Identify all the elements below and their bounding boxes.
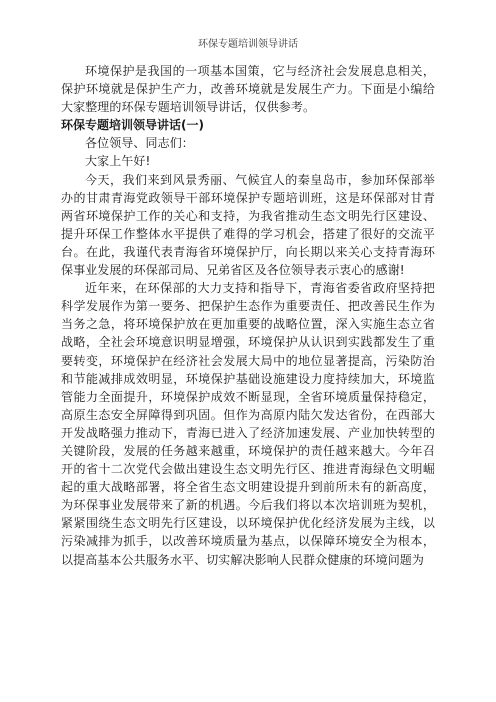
intro-paragraph: 环境保护是我国的一项基本国策，它与经济社会发展息息相关，保护环境就是保护生产力，改善环境就是发展生产力。下面是小编给大家整理的环保专题培训领导讲话，仅供参考。 [61,64,435,115]
body-paragraph-1: 今天，我们来到风景秀丽、气候宜人的秦皇岛市，参加环保部举办的甘肃青海党政领导干部环境保护专题培训班，这是环保部对甘青两省环境保护工作的关心和支持，为我省推动生态文明先行区建设、提升环保工作整体水平提供了难得的学习机会，搭建了很好的交流平台。在此，我谨代表青海省环境保护厅，向长期以来关心支持青海环保事业发展的环保部司局、兄弟省区及各位领导表示衷心的感谢! [61,172,435,278]
section-title: 环保专题培训领导讲话(一) [61,118,204,133]
greeting: 大家上午好! [85,154,151,169]
body-paragraph-2: 近年来，在环保部的大力支持和指导下，青海省委省政府坚持把科学发展作为第一要务、把保护生态作为重要责任、把改善民生作为当务之急，将环境保护放在更加重要的战略位置，深入实施生态立省战略，全社会环境意识明显增强，环境保护从认识到实践都发生了重要转变，环境保护在经济社会发展大局中的地位显著提高，污染防治和节能减排成效明显，环境保护基础设施建设力度持续加大，环境监管能力全面提升，环境保护成效不断显现，全省环境质量保持稳定，高原生态安全屏障得到巩固。但作为高原内陆欠发达省份，在西部大开发战略强力推动下，青海已进入了经济加速发展、产业加快转型的关键阶段，发展的任务越来越重，环境保护的责任越来越大。今年召开的省十二次党代会做出建设生态文明先行区、推进青海绿色文明崛起的重大战略部署，将全省生态文明建设提升到前所未有的新高度，为环保事业发展带来了新的机遇。今后我们将以本次培训班为契机，紧紧围绕生态文明先行区建设，以环境保护优化经济发展为主线，以污染减排为抓手，以改善环境质量为基点，以保障环境安全为根本，以提高基本公共服务水平、切实解决影响人民群众健康的环境问题为 [61,281,435,567]
page-header: 环保专题培训领导讲话 [198,39,298,50]
salutation: 各位领导、同志们： [85,136,194,151]
